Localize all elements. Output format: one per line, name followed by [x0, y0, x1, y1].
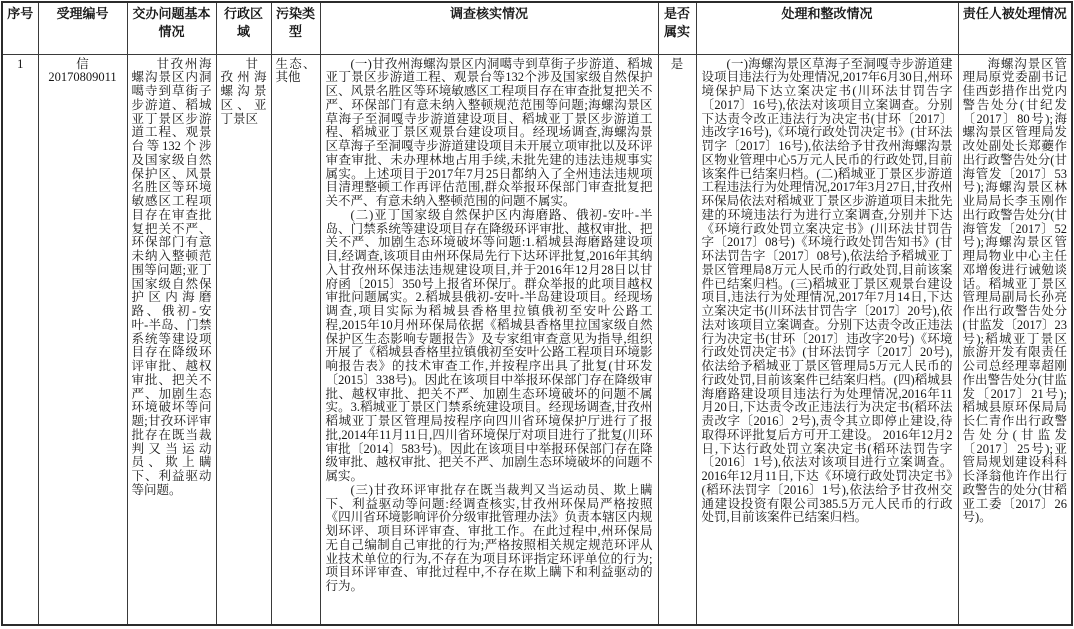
table-row — [2, 54, 1072, 625]
investigation-paragraph-3: (三)甘孜环评审批存在既当裁判又当运动员、欺上瞒下、利益驱动等问题:经调查核实,甘孜州环保局严格按照《四川省环境影响评价分级审批管理办法》负责本辖区内规划环评、项目环评审查、审批工作。在此过程中,州环保局无自己编制自己审批的行为;严格按照相关规定规范环评从业技术单位的行为,不存在为项目环评指定环评单位的行为;项目环评审查、审批过程中,不存在欺上瞒下和利益驱动的行为。 — [325, 482, 653, 593]
accountability-text: 海螺沟景区管理局原党委副书记佳西彭措作出党内警告处分(甘纪发〔2017〕80号);海螺沟景区管理局发改处副处长郑蘷作出行政警告处分(甘海管发〔2017〕53号);海螺沟景区林业局局长李玉刚作出行政警告处分(甘海管发〔2017〕52号);海螺沟景区管理局物业中心主任邓增俊进行诫勉谈话。稻城亚丁景区管理局副局长孙亮作出行政警告处分(甘监发〔2017〕23号);稻城亚丁景区旅游开发有限责任公司总经理辜超刚作出警告处分(甘监发〔2017〕21号);稻城县原环保局局长仁青作出行政警告处分(甘监发〔2017〕25号);亚管局规划建设科科长泽翁他许作出行政警告的处分(甘稻亚工委〔2017〕26号)。 — [962, 56, 1067, 525]
handling-text: (一)海螺沟景区草海子至洞嘎寺步游道建设项目违法行为处理情况,2017年6月30日,州环境保护局下达立案决定书(川环法甘罚告字〔2017〕16号),依法对该项目立案调查。分别下达责令改正违法行为决定书(甘环〔2017〕违改字16号),《环境行政处罚决定书》(甘环法罚字〔2017〕16号),依法给予甘孜州海螺沟景区物业管理中心5万元人民币的行政处罚,目前该案件已结案归档。(二)稻城亚丁景区步游道工程违法行为处理情况,2017年3月27日,甘孜州环保局依法对稻城亚丁景区步游道项目未批先建的环境违法行为进行立案调查,分别并下达《环境行政处罚立案决定书》(川环法甘罚告字〔2017〕08号)《环境行政处罚告知书》(甘环法罚告字〔2017〕08号),依法给予稻城亚丁景区管理局8万元人民币的行政处罚,目前该案件已结案归档。(三)稻城亚丁景区观景台建设项目,违法行为处理情况,2017年7月14日,下达立案决定书(川环法甘罚告字〔2017〕20号),依法对该项目立案调查。分别下达责令改正违法行为决定书(甘环〔2017〕违改字20号)《环境行政处罚决定书》(甘环法罚字〔2017〕20号),依法给予稻城亚丁景区管理局5万元人民币的行政处罚,目前该案件已结案归档。(四)稻城县海磨路建设项目违法行为处理情况,2016年11月20日,下达责令改正违法行为决定书(稻环法责改字〔2016〕2号),责令其立即停止建设,待取得环评批复后方可开工建设。 2016年12月2日,下达行政处罚立案决定书(稻环法罚告字〔2016〕1号),依法对该项目进行立案调查。 2016年12月11日,下达《环境行政处罚决定书》(稻环法罚字〔2016〕1号),依法给予甘孜州交通建设投资有限公司385.5万元人民币的行政处罚,目前该案件已结案归档。 — [701, 56, 953, 525]
col-header-accountability: 责任人被处理情况 — [958, 2, 1072, 54]
problem-text: 甘孜州海螺沟景区内洞噶寺到草街子步游道、稻城亚丁景区步游道工程、观景台等132个涉及国家级自然保护区、风景名胜区等环境敏感区工程项目存在审查批复把关不严、环保部门有意未纳入整顿范围等问题;亚丁国家级自然保护区内海磨路、俄初-安叶-半岛、门禁系统等建设项目存在降级环评审批、越权审批、把关不严、加剧生态环境破坏等问题;甘孜环评审批存在既当裁判又当运动员、欺上瞒下、利益驱动等问题。 — [131, 56, 212, 497]
cell-investigation — [320, 54, 658, 625]
col-header-pollution-type: 污染类型 — [271, 2, 320, 54]
case-number-prefix: 信 — [76, 56, 89, 71]
col-header-investigation: 调查核实情况 — [320, 2, 658, 54]
col-header-problem: 交办问题基本情况 — [127, 2, 216, 54]
cell-accountability — [958, 54, 1072, 625]
investigation-paragraph-1: (一)甘孜州海螺沟景区内洞噶寺到草街子步游道、稻城亚丁景区步游道工程、观景台等132个涉及国家级自然保护区、风景名胜区等环境敏感区工程项目存在审查批复把关不严、环保部门有意未纳入整顿规范范围等问题;海螺沟景区草海子至洞嘎寺步游道建设项目、稻城亚丁景区步游道工程、稻城亚丁景区观景台建设项目。经现场调查,海螺沟景区草海子至洞嘎寺步游道建设项目未开展立项审批以及环评审查审批、未办理林地占用手续,未批先建的违法违规事实属实。上述项目于2017年7月25日都纳入了全州违法违规项目清理整顿工作再评估范围,群众举报环保部门审查批复把关不严、有意未纳入整顿范围的问题不属实。 — [325, 56, 653, 208]
cell-pollution-type — [271, 54, 320, 625]
row-index: 1 — [17, 56, 24, 71]
cell-region — [216, 54, 271, 625]
pollution-type-text: 生态、其他 — [275, 56, 316, 85]
col-header-case-number: 受理编号 — [38, 2, 127, 54]
verified-text: 是 — [670, 56, 684, 71]
cell-case-number — [38, 54, 127, 625]
cell-index — [2, 54, 38, 625]
header-row — [2, 2, 1072, 54]
case-number-value: 20170809011 — [48, 70, 117, 85]
col-header-region: 行政区域 — [216, 2, 271, 54]
cell-problem — [127, 54, 216, 625]
investigation-paragraph-2: (二)亚丁国家级自然保护区内海磨路、俄初-安叶-半岛、门禁系统等建设项目存在降级环评审批、越权审批、把关不严、加剧生态环境破坏等问题:1.稻城县海磨路建设项目,经调查,该项目由州环保局先行下达环评批复,2016年其纳入甘孜州环保违法违规建设项目,并于2016年12月28日以甘府函〔2015〕350号上报省环保厅。群众举报的此项目越权审批问题属实。2.稻城县俄初-安叶-半岛建设项目。经现场调查,项目实际为稻城县香格里拉镇俄初至安叶公路工程,2015年10月州环保局依据《稻城县香格里拉国家级自然保护区生态影响专题报告》及专家组审查意见为指导,组织开展了《稻城县香格里拉镇俄初至安叶公路工程项目环境影响报告表》的技术审查工作,并按程序出具了批复(甘环发〔2015〕338号)。因此在该项目中举报环保部门存在降级审批、越权审批、把关不严、加剧生态环境破坏的问题不属实。3.稻城亚丁景区门禁系统建设项目。经现场调查,甘孜州稻城亚丁景区管理局按程序向四川省环境保护厅进行了报批,2014年11月11日,四川省环境保厅对项目进行了批复(川环审批〔2014〕583号)。因此在该项目中举报环保部门存在降级审批、越权审批、把关不严、加剧生态环境破坏的问题不属实。 — [325, 207, 653, 483]
inspection-report-table — [1, 1, 1073, 626]
cell-handling — [696, 54, 958, 625]
col-header-handling: 处理和整改情况 — [696, 2, 958, 54]
region-text: 甘孜州海螺沟景区、亚丁景区 — [220, 56, 267, 126]
col-header-verified: 是否属实 — [658, 2, 696, 54]
report-sheet — [1, 1, 1073, 628]
cell-verified — [658, 54, 696, 625]
col-header-index: 序号 — [2, 2, 38, 54]
